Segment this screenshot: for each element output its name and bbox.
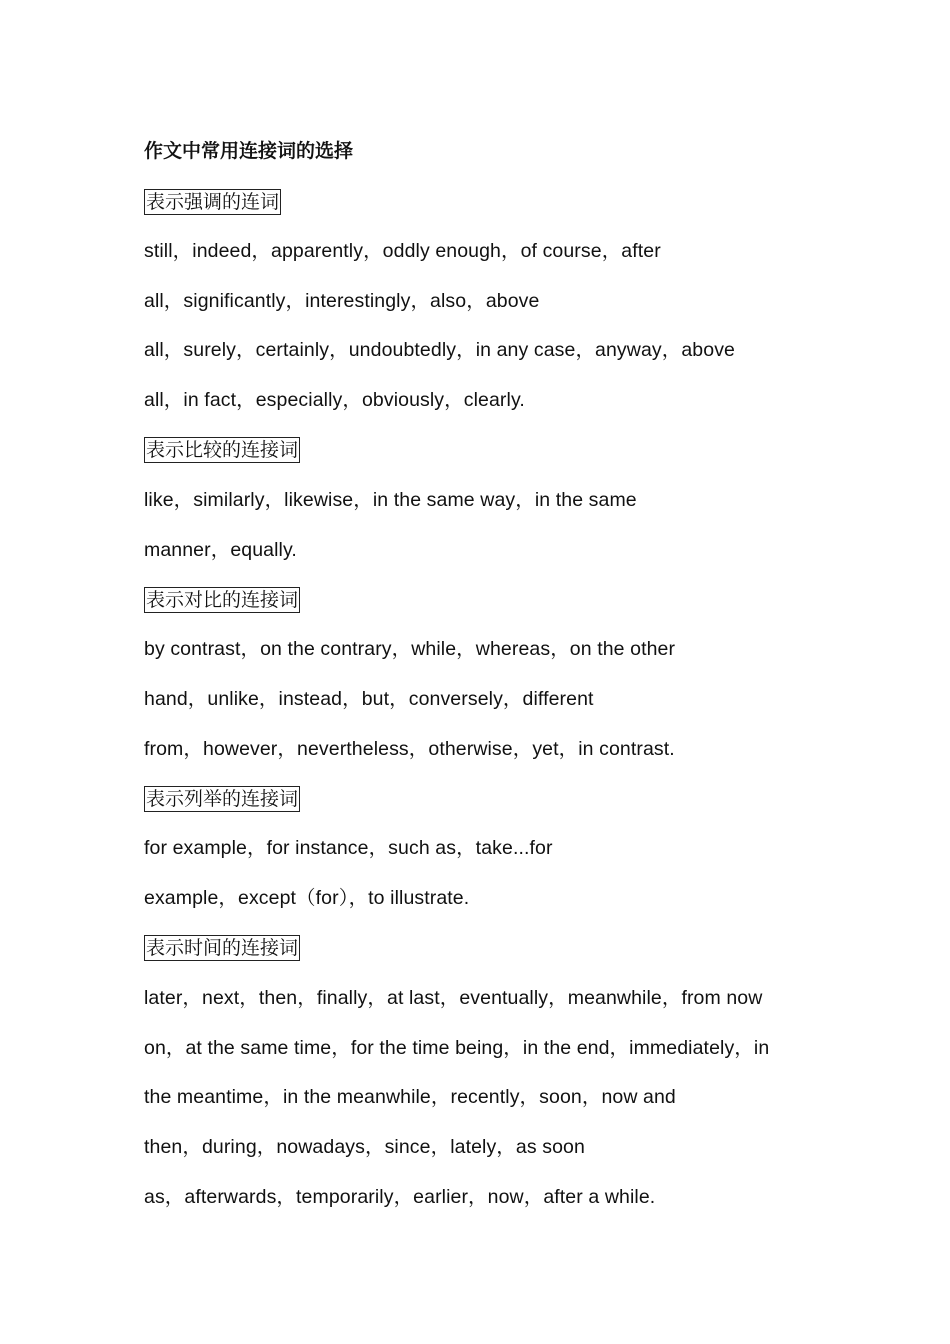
section-heading-time: 表示时间的连接词 [146,937,299,960]
document-title: 作文中常用连接词的选择 [144,140,354,162]
text-line: all，in fact，especially，obviously，clearly. [144,389,525,412]
text-line: hand，unlike，instead，but，conversely，different [144,687,594,710]
text-line: all，surely，certainly，undoubtedly，in any case，anyway，above [144,339,735,362]
text-line: for example，for instance，such as，take...for [144,837,553,860]
text-line: from，however，nevertheless，otherwise，yet，in contrast. [144,737,675,760]
text-line: manner，equally. [144,538,297,561]
text-line: by contrast，on the contrary，while，whereas，on the other [144,638,676,661]
text-line: on，at the same time，for the time being，in the end，immediately，in [144,1036,770,1059]
text-line: like，similarly，likewise，in the same way，in the same [144,488,637,511]
text-line: the meantime，in the meanwhile，recently，soon，now and [144,1086,676,1109]
section-heading-contrast: 表示对比的连接词 [146,588,299,611]
text-line: all，significantly，interestingly，also，above [144,289,540,312]
section-heading-enumeration: 表示列举的连接词 [146,788,299,811]
text-line: example，except（for），to illustrate. [144,887,470,910]
text-line: later，next，then，finally，at last，eventually，meanwhile，from now [144,986,763,1009]
section-heading-row [144,933,844,983]
section-heading-comparison: 表示比较的连接词 [146,439,299,462]
section-heading-emphasis: 表示强调的连词 [146,190,280,213]
text-line: still，indeed，apparently，oddly enough，of course，after [144,239,661,262]
document-page [144,136,844,1232]
text-line: then，during，nowadays，since，lately，as soon [144,1136,585,1159]
section-heading-row [144,435,844,485]
section-heading-row [144,584,844,634]
text-line: as，afterwards，temporarily，earlier，now，after a while. [144,1185,656,1208]
section-heading-row [144,186,844,236]
section-heading-row [144,784,844,834]
